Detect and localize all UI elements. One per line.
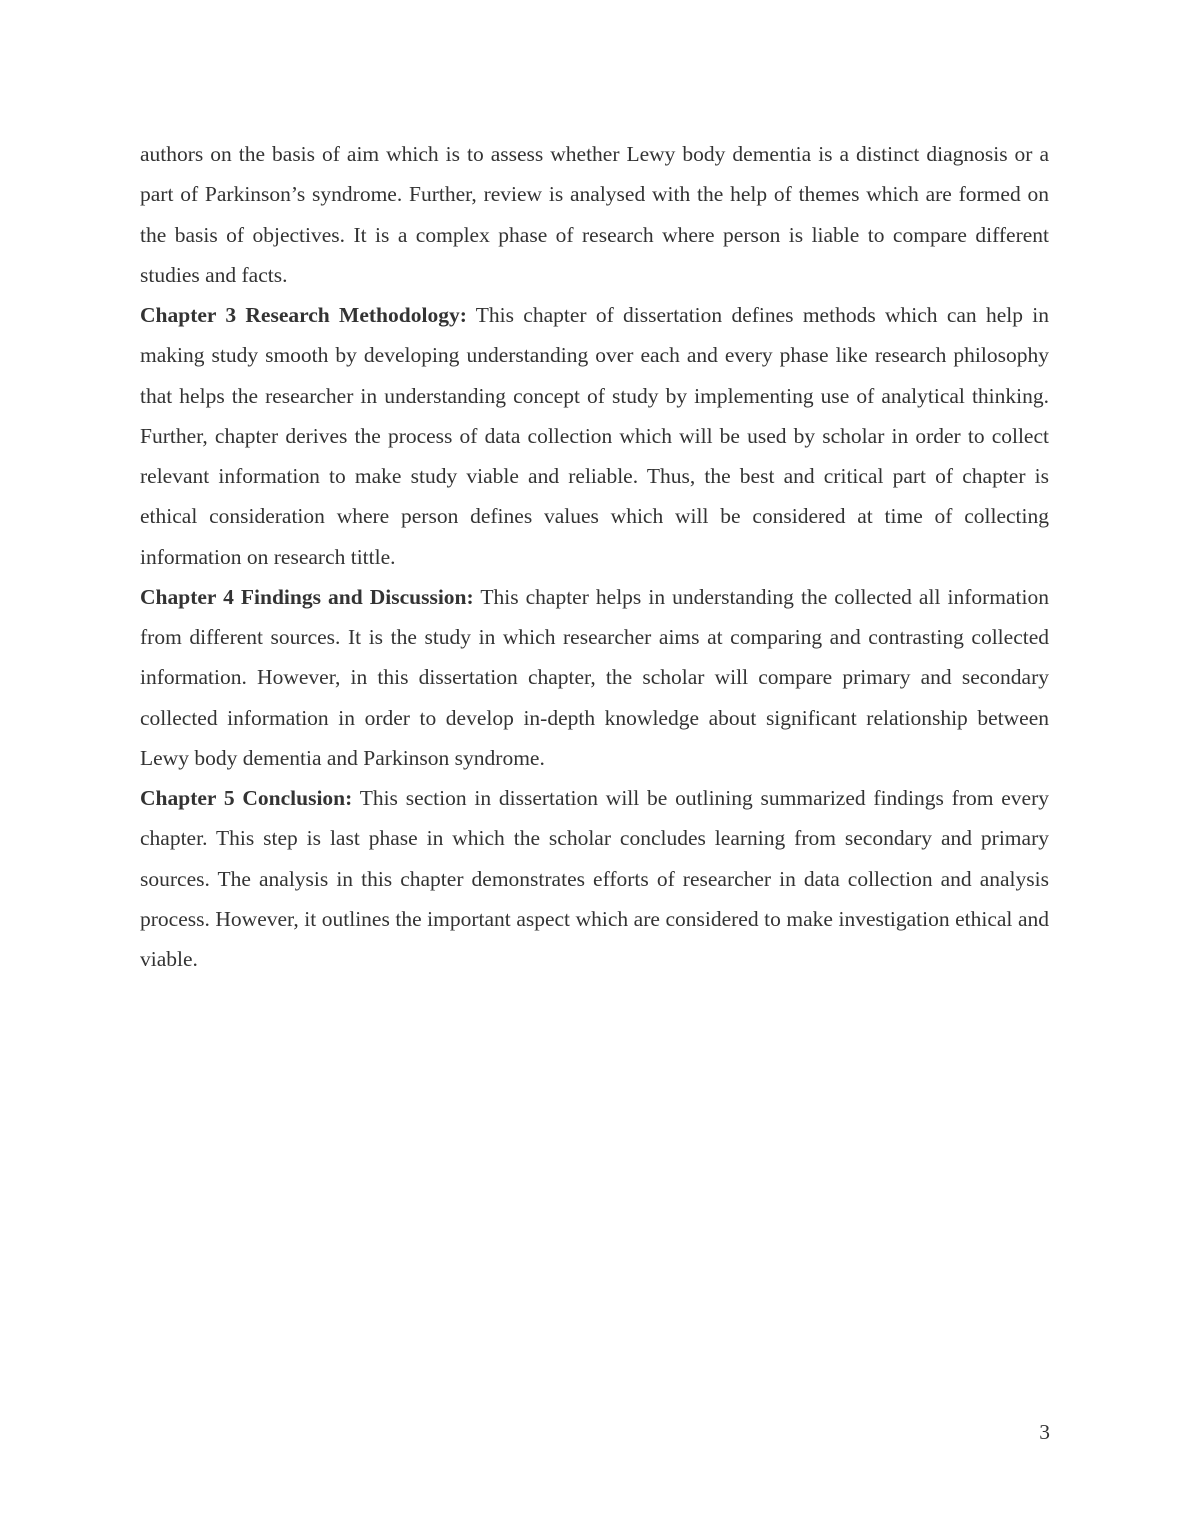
page-number: 3 (1039, 1420, 1050, 1444)
paragraph-chapter-4 (140, 577, 1049, 778)
chapter-5-heading: Chapter 5 Conclusion: (140, 786, 353, 810)
chapter-3-text: This chapter of dissertation defines methods which can help in making study smooth by developing understanding over each and every phase like research philosophy that helps the researcher in understanding concept of study by implementing use of analytical thinking. Further, chapter derives the process of data collection which will be used by scholar in order to collect relevant information to make study viable and reliable. Thus, the best and critical part of chapter is ethical consideration where person defines values which will be considered at time of collecting information on research tittle. (140, 303, 1049, 569)
paragraph-chapter-5 (140, 778, 1049, 979)
paragraph-text: authors on the basis of aim which is to assess whether Lewy body dementia is a distinct diagnosis or a part of Parkinson’s syndrome. Further, review is analysed with the help of themes which are formed on the basis of objectives. It is a complex phase of research where person is liable to compare different studies and facts. (140, 142, 1049, 287)
paragraph-literature-review-continuation (140, 134, 1049, 295)
chapter-4-text: This chapter helps in understanding the collected all information from different sources. It is the study in which researcher aims at comparing and contrasting collected information. However, in this dissertation chapter, the scholar will compare primary and secondary collected information in order to develop in-depth knowledge about significant relationship between Lewy body dementia and Parkinson syndrome. (140, 584, 1049, 770)
chapter-4-heading: Chapter 4 Findings and Discussion: (140, 584, 474, 609)
chapter-3-heading: Chapter 3 Research Methodology: (140, 303, 467, 327)
paragraph-chapter-3 (140, 295, 1049, 577)
chapter-5-text: This section in dissertation will be outlining summarized findings from every chapter. This step is last phase in which the scholar concludes learning from secondary and primary sources. The analysis in this chapter demonstrates efforts of researcher in data collection and analysis process. However, it outlines the important aspect which are considered to make investigation ethical and viable. (140, 786, 1049, 971)
document-body (140, 134, 1049, 979)
